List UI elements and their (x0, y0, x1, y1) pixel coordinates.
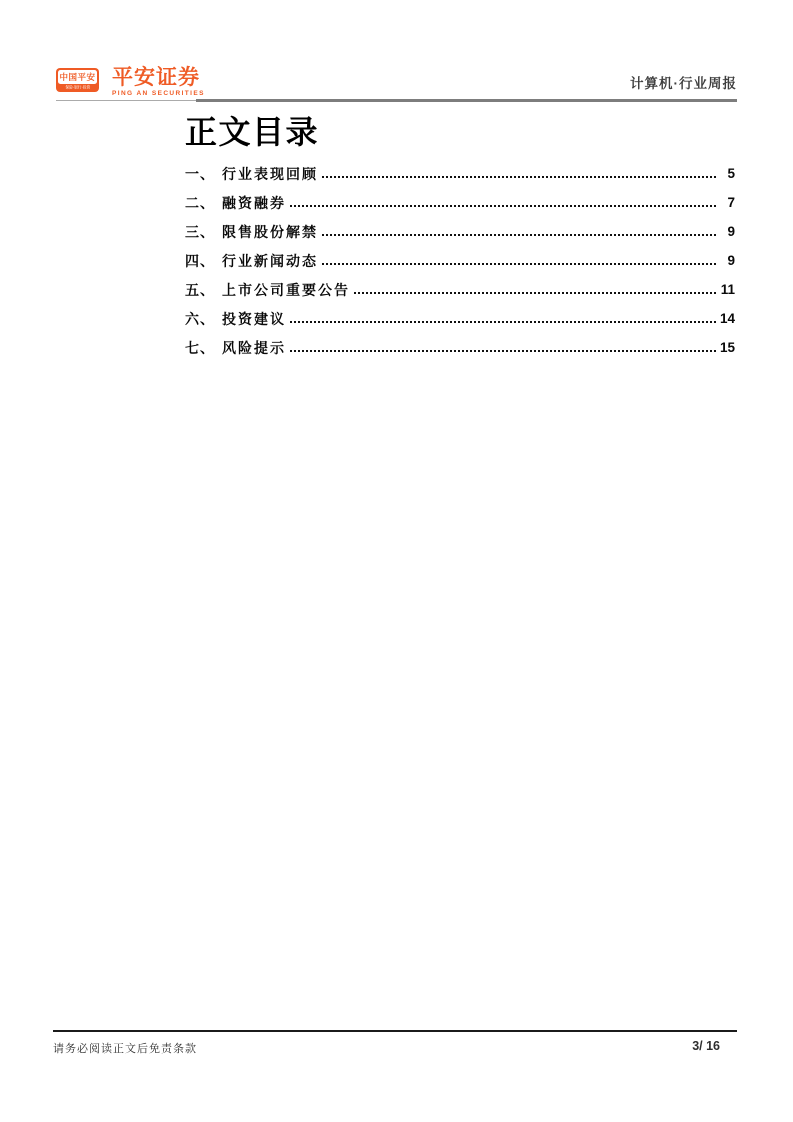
toc-entry-number: 一、 (185, 166, 215, 182)
toc-entry-number: 三、 (185, 224, 215, 240)
toc-entry-6[interactable] (185, 298, 735, 327)
toc-entry-3[interactable] (185, 211, 735, 240)
dot-leader (322, 263, 716, 265)
toc-rows (185, 153, 735, 356)
toc-entry-page: 9 (727, 253, 735, 268)
toc-entry-label: 行业表现回顾 (222, 166, 318, 182)
toc-entry-2[interactable] (185, 182, 735, 211)
toc-entry-4[interactable] (185, 240, 735, 269)
toc-entry-page: 11 (720, 282, 735, 297)
dot-leader (322, 176, 716, 178)
brand-subtitle: PING AN SECURITIES (112, 90, 205, 97)
dot-leader (322, 234, 716, 236)
toc-entry-5[interactable] (185, 269, 735, 298)
toc-entry-number: 七、 (185, 340, 215, 356)
toc-entry-page: 14 (719, 311, 735, 326)
toc-entry-number: 六、 (185, 311, 215, 327)
dot-leader (354, 292, 716, 294)
toc-entry-label: 投资建议 (222, 311, 286, 327)
toc-entry-label: 上市公司重要公告 (222, 282, 350, 298)
toc-entry-7[interactable] (185, 327, 735, 356)
header-rule-light (56, 100, 196, 101)
toc-entry-page: 15 (719, 340, 735, 355)
toc-entry-number: 二、 (185, 195, 215, 211)
toc-entry-label: 行业新闻动态 (222, 253, 318, 269)
table-of-contents (185, 114, 735, 356)
toc-entry-page: 7 (727, 195, 735, 210)
badge-subtext: 保险·银行·投资 (65, 85, 91, 90)
page-number: 3/ 16 (692, 1039, 720, 1053)
brand-name: 平安证券 (112, 66, 200, 89)
dot-leader (290, 205, 716, 207)
toc-entry-label: 风险提示 (222, 340, 286, 356)
pingan-badge-icon (56, 68, 99, 92)
toc-entry-number: 五、 (185, 282, 215, 298)
brand-block (112, 68, 205, 97)
page-header (56, 66, 737, 100)
badge-text: 中国平安 (59, 71, 96, 82)
report-type-label: 计算机·行业周报 (630, 76, 737, 91)
dot-leader (290, 350, 716, 352)
toc-entry-page: 5 (727, 166, 735, 181)
toc-entry-label: 限售股份解禁 (222, 224, 318, 240)
header-rule (196, 99, 737, 102)
toc-entry-label: 融资融券 (222, 195, 286, 211)
footer-rule (53, 1030, 737, 1032)
toc-entry-1[interactable] (185, 153, 735, 182)
pingan-logo (56, 68, 205, 97)
toc-entry-number: 四、 (185, 253, 215, 269)
toc-entry-page: 9 (727, 224, 735, 239)
footer-disclaimer: 请务必阅读正文后免责条款 (53, 1043, 197, 1055)
toc-title: 正文目录 (185, 114, 320, 150)
dot-leader (290, 321, 716, 323)
